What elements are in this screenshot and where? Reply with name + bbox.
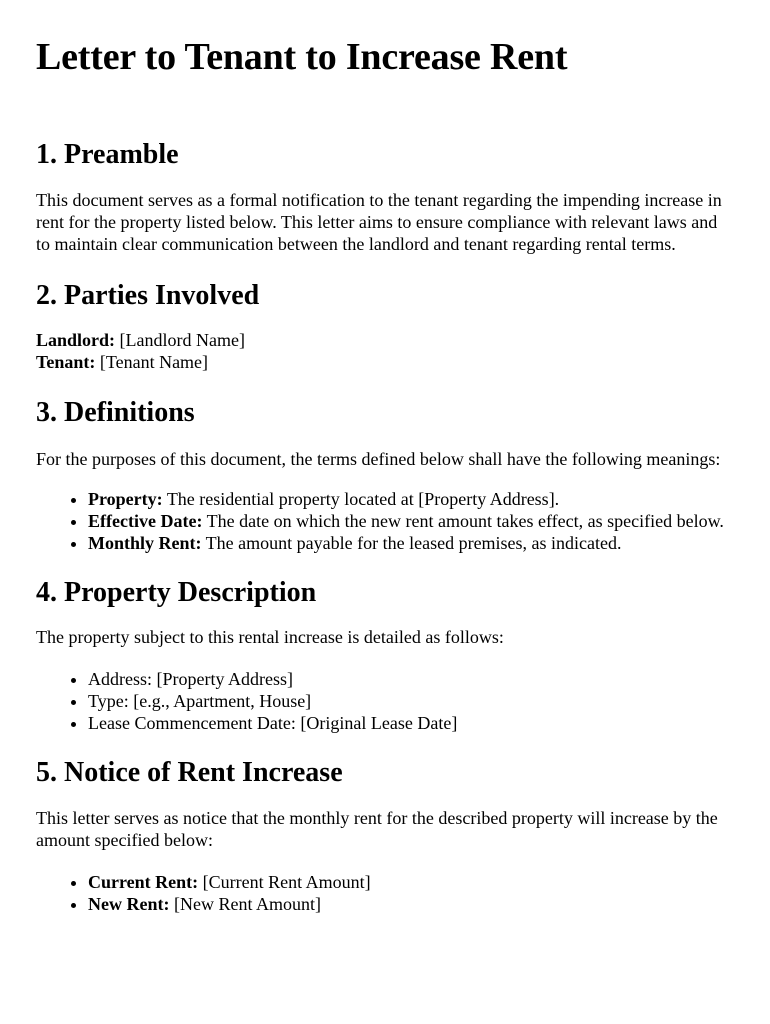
- term-value: The date on which the new rent amount takes effect, as specified below.: [202, 510, 724, 531]
- list-item: [88, 510, 734, 532]
- list-item: • Address: [Property Address]: [88, 668, 734, 690]
- section-property-description: [36, 576, 734, 735]
- section-heading: 3. Definitions: [36, 397, 195, 429]
- section-heading: 1. Preamble: [36, 139, 179, 170]
- list-item: [88, 532, 734, 554]
- tenant-label: Tenant:: [36, 352, 96, 373]
- section-paragraph: This document serves as a formal notification to the tenant regarding the impending increase in rent for the property listed below. This letter aims to ensure compliance with relevant laws and to maintain clear communication between the landlord and tenant regarding rental terms.: [36, 189, 722, 254]
- list-item: [88, 488, 734, 510]
- section-notice-of-rent-increase: [36, 756, 734, 915]
- new-rent-label: New Rent:: [88, 893, 170, 914]
- section-parties: [36, 279, 734, 374]
- section-heading: 2. Parties Involved: [36, 279, 260, 311]
- parties-block: [36, 329, 734, 373]
- section-heading: 4. Property Description: [36, 576, 317, 608]
- term-value: The residential property located at [Property Address].: [162, 488, 560, 509]
- list-item: • Type: [e.g., Apartment, House]: [88, 690, 734, 712]
- section-definitions: [36, 396, 734, 554]
- current-rent-value: [Current Rent Amount]: [198, 871, 371, 892]
- section-paragraph: For the purposes of this document, the terms defined below shall have the following meanings:: [36, 448, 721, 469]
- current-rent-label: Current Rent:: [88, 871, 199, 892]
- section-paragraph: The property subject to this rental increase is detailed as follows:: [36, 627, 504, 648]
- title-block: [36, 36, 734, 108]
- term-label: Monthly Rent:: [88, 532, 202, 553]
- section-preamble: [36, 138, 734, 255]
- landlord-label: Landlord:: [36, 330, 116, 351]
- list-item: [88, 893, 734, 915]
- landlord-value: [Landlord Name]: [115, 330, 245, 351]
- term-label: Effective Date:: [88, 510, 203, 531]
- new-rent-value: [New Rent Amount]: [169, 893, 321, 914]
- list-item: [88, 871, 734, 893]
- term-value: The amount payable for the leased premises, as indicated.: [201, 532, 622, 553]
- term-label: Property:: [88, 488, 163, 509]
- rent-list: [36, 871, 734, 915]
- definitions-list: [36, 488, 734, 554]
- document-title: Letter to Tenant to Increase Rent: [36, 36, 568, 78]
- section-heading: 5. Notice of Rent Increase: [36, 757, 343, 789]
- list-item: • Lease Commencement Date: [Original Lease Date]: [88, 712, 734, 734]
- section-paragraph: This letter serves as notice that the monthly rent for the described property will increase by the amount specified below:: [36, 807, 718, 850]
- property-list: [36, 668, 734, 734]
- tenant-value: [Tenant Name]: [95, 352, 209, 373]
